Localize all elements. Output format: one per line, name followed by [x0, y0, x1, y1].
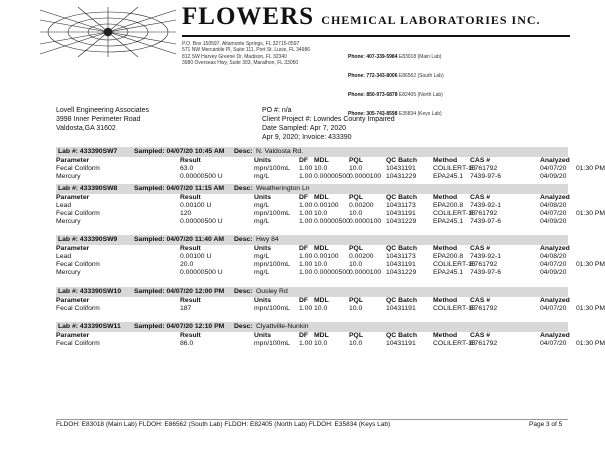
table-cell: COLILERT-18	[433, 340, 476, 347]
footer-licenses: FLDOH: E83018 (Main Lab) FLDOH: E86562 (South Lab) FLDOH: E82405 (North Lab) FLDOH: E35834 (Keys Lab)	[56, 421, 391, 428]
column-header: CAS #	[470, 157, 491, 164]
table-cell: 04/08/20	[540, 202, 567, 209]
table-cell: Lead	[56, 202, 72, 209]
address-line: 812 SW Harvey Greene Dr, Madison, FL 32340	[182, 53, 287, 60]
po-line: PO #: n/a	[262, 107, 292, 114]
table-row	[56, 269, 568, 277]
table-cell: 10.0	[314, 261, 328, 268]
table-cell: 86.0	[180, 340, 194, 347]
lab-number: Lab #: 433390SW10	[58, 288, 122, 295]
column-header: Method	[433, 157, 458, 164]
table-cell: 0.00000500	[314, 269, 350, 276]
brand-sub: CHEMICAL LABORATORIES INC.	[321, 13, 541, 27]
table-cell: 0.00100	[314, 202, 339, 209]
table-cell: mpn/100mL	[254, 340, 290, 347]
table-cell: 1.00	[299, 210, 313, 217]
table-row	[56, 202, 568, 210]
column-header: DF	[299, 332, 309, 339]
column-header: QC Batch	[386, 157, 417, 164]
column-header: Units	[254, 157, 271, 164]
table-cell: 10431191	[386, 305, 416, 312]
lab-number: Lab #: 433390SW8	[58, 185, 118, 192]
lab-number: Lab #: 433390SW11	[58, 323, 121, 330]
table-cell: Mercury	[56, 218, 81, 225]
column-header: DF	[299, 194, 309, 201]
table-cell: E761792	[470, 261, 498, 268]
phone-line: Phone: 305-743-8598 E35834 (Keys Lab)	[348, 111, 442, 118]
client-address	[56, 106, 149, 133]
table-cell: 10.0	[349, 165, 363, 172]
sample-description: Clyattville-Nunkin	[256, 323, 309, 330]
column-header: QC Batch	[386, 297, 417, 304]
brand-main: FLOWERS	[182, 3, 315, 30]
table-cell: 10431229	[386, 218, 417, 225]
table-cell: 04/07/20	[540, 340, 567, 347]
column-header: CAS #	[470, 245, 491, 252]
table-cell: 01:30 PM	[576, 340, 605, 347]
table-cell: mpn/100mL	[254, 165, 290, 172]
project-info	[262, 106, 395, 142]
table-cell: 1.00	[299, 253, 313, 260]
column-header: Parameter	[56, 157, 90, 164]
column-header: Parameter	[56, 297, 90, 304]
po-line: Client Project #: Lowndes County Impaired	[262, 116, 395, 123]
table-cell: 7439-92-1	[470, 202, 501, 209]
table-cell: Lead	[56, 253, 72, 260]
table-cell: 10.0	[349, 210, 363, 217]
table-row	[56, 253, 568, 261]
table-cell: mpn/100mL	[254, 210, 290, 217]
column-header: MDL	[314, 194, 329, 201]
column-header: Method	[433, 297, 458, 304]
table-cell: 0.00000500 U	[180, 218, 223, 225]
table-cell: 0.00000500	[314, 173, 350, 180]
table-cell: 63.0	[180, 165, 194, 172]
table-header	[56, 194, 568, 202]
column-header: QC Batch	[386, 194, 417, 201]
table-row	[56, 173, 568, 181]
column-header: CAS #	[470, 194, 491, 201]
table-cell: 0.0000100	[349, 269, 382, 276]
phone-line: Phone: 850-973-6878 E82405 (North Lab)	[348, 92, 443, 99]
column-header: MDL	[314, 332, 329, 339]
column-header: Units	[254, 332, 271, 339]
column-header: MDL	[314, 297, 329, 304]
table-cell: 10431191	[386, 165, 416, 172]
table-cell: E761792	[470, 340, 498, 347]
table-cell: mg/L	[254, 253, 270, 260]
sample-header-bar	[56, 147, 568, 157]
table-cell: mpn/100mL	[254, 305, 290, 312]
column-header: MDL	[314, 245, 329, 252]
table-cell: 0.00100	[314, 253, 339, 260]
column-header: Result	[180, 332, 201, 339]
table-cell: 04/07/20	[540, 210, 567, 217]
table-cell: 0.00200	[349, 202, 374, 209]
table-cell: E761792	[470, 305, 498, 312]
sample-section	[56, 184, 605, 226]
sample-description: Ousley Rd	[256, 288, 288, 295]
table-cell: Fecal Coliform	[56, 210, 100, 217]
table-cell: COLILERT-18	[433, 210, 476, 217]
column-header: DF	[299, 245, 309, 252]
sample-header-bar	[56, 235, 568, 245]
phone-line: Phone: 772-343-8006 E86562 (South Lab)	[348, 73, 444, 80]
phone-line: Phone: 407-339-5984 E83018 (Main Lab)	[348, 53, 442, 60]
table-cell: E761792	[470, 165, 498, 172]
column-header: MDL	[314, 157, 329, 164]
table-cell: 20.0	[180, 261, 194, 268]
column-header: CAS #	[470, 297, 491, 304]
sample-description: Hwy 84	[256, 236, 279, 243]
table-cell: mg/L	[254, 218, 270, 225]
column-header: PQL	[349, 245, 363, 252]
column-header: Method	[433, 194, 458, 201]
column-header: Result	[180, 157, 201, 164]
sampled-time: Sampled: 04/07/20 11:40 AM	[134, 236, 225, 243]
table-cell: mg/L	[254, 269, 270, 276]
table-cell: 1.00	[299, 305, 313, 312]
sampled-time: Sampled: 04/07/20 10:45 AM	[134, 148, 225, 155]
column-header: Parameter	[56, 332, 90, 339]
table-cell: 1.00	[299, 269, 313, 276]
table-row	[56, 218, 568, 226]
table-cell: 10431173	[386, 253, 416, 260]
table-cell: 10.0	[314, 340, 328, 347]
table-row	[56, 210, 605, 218]
column-header: Method	[433, 245, 458, 252]
desc-label: Desc:	[234, 288, 253, 295]
desc-label: Desc:	[234, 236, 253, 243]
client-line: 3998 Inner Perimeter Road	[56, 116, 141, 123]
table-cell: 7439-92-1	[470, 253, 501, 260]
address-line: 3980 Overseas Hwy, Suite 303, Marathon, FL 33050	[182, 60, 299, 67]
table-cell: 10.0	[314, 210, 328, 217]
table-cell: EPA245.1	[433, 269, 464, 276]
table-cell: mg/L	[254, 202, 270, 209]
table-cell: mg/L	[254, 173, 270, 180]
table-cell: 1.00	[299, 218, 313, 225]
table-cell: 10.0	[349, 261, 363, 268]
table-cell: EPA245.1	[433, 218, 464, 225]
table-cell: 0.0000100	[349, 173, 382, 180]
sample-section	[56, 322, 605, 348]
column-header: PQL	[349, 157, 363, 164]
sample-section	[56, 235, 605, 277]
table-cell: 7439-97-6	[470, 269, 501, 276]
column-header: Analyzed	[540, 157, 570, 164]
table-cell: 0.00000500 U	[180, 173, 223, 180]
table-cell: 04/08/20	[540, 253, 567, 260]
sampled-time: Sampled: 04/07/20 12:00 PM	[134, 288, 225, 295]
table-cell: 10431191	[386, 261, 416, 268]
table-cell: 10431229	[386, 269, 417, 276]
column-header: Parameter	[56, 194, 90, 201]
sample-header-bar	[56, 184, 568, 194]
table-cell: 04/07/20	[540, 165, 567, 172]
table-cell: EPA200.8	[433, 253, 464, 260]
column-header: Units	[254, 245, 271, 252]
table-cell: Fecal Coliform	[56, 261, 100, 268]
table-cell: 7439-97-6	[470, 218, 501, 225]
table-header	[56, 332, 568, 340]
column-header: Units	[254, 297, 271, 304]
table-row	[56, 165, 605, 173]
table-cell: 10.0	[349, 305, 363, 312]
table-cell: 1.00	[299, 340, 313, 347]
column-header: Result	[180, 194, 201, 201]
table-cell: 1.00	[299, 165, 313, 172]
address-line: 571 NW Mercantile Pl, Suite 111, Port St. Lucie, FL 34986	[182, 47, 311, 54]
column-header: QC Batch	[386, 332, 417, 339]
table-cell: Fecal Coliform	[56, 165, 100, 172]
table-cell: 0.00000500	[314, 218, 350, 225]
desc-label: Desc:	[234, 148, 253, 155]
table-cell: 1.00	[299, 202, 313, 209]
table-cell: 10431191	[386, 340, 416, 347]
table-cell: 04/07/20	[540, 261, 567, 268]
table-cell: 0.00100 U	[180, 253, 212, 260]
table-cell: 10431173	[386, 202, 416, 209]
table-cell: 04/09/20	[540, 269, 567, 276]
table-cell: 1.00	[299, 173, 313, 180]
column-header: CAS #	[470, 332, 491, 339]
table-row	[56, 340, 605, 348]
table-cell: mpn/100mL	[254, 261, 290, 268]
company-brand	[182, 3, 541, 31]
table-cell: 187	[180, 305, 192, 312]
table-cell: 0.00200	[349, 253, 374, 260]
table-cell: 7439-97-6	[470, 173, 501, 180]
column-header: PQL	[349, 332, 363, 339]
table-cell: 1.00	[299, 261, 313, 268]
sampled-time: Sampled: 04/07/20 12:10 PM	[134, 323, 225, 330]
po-line: Apr 9, 2020; Invoice: 433390	[262, 134, 352, 141]
table-cell: COLILERT-18	[433, 305, 476, 312]
table-cell: Fecal Coliform	[56, 305, 100, 312]
sample-section	[56, 287, 605, 313]
desc-label: Desc:	[234, 323, 253, 330]
column-header: DF	[299, 297, 309, 304]
column-header: Analyzed	[540, 297, 570, 304]
table-cell: 01:30 PM	[576, 305, 605, 312]
table-header	[56, 245, 568, 253]
table-cell: EPA200.8	[433, 202, 464, 209]
table-cell: 0.0000100	[349, 218, 382, 225]
sample-header-bar	[56, 322, 568, 332]
lab-number: Lab #: 433390SW9	[58, 236, 118, 243]
table-cell: EPA245.1	[433, 173, 464, 180]
table-cell: Mercury	[56, 173, 81, 180]
table-cell: 120	[180, 210, 192, 217]
column-header: Analyzed	[540, 332, 570, 339]
table-row	[56, 305, 605, 313]
table-cell: 0.00100 U	[180, 202, 212, 209]
column-header: Result	[180, 297, 201, 304]
table-cell: 04/09/20	[540, 173, 567, 180]
lab-number: Lab #: 433390SW7	[58, 148, 118, 155]
client-line: Lovell Engineering Associates	[56, 107, 150, 114]
page-number: Page 3 of 5	[529, 421, 563, 428]
column-header: Analyzed	[540, 194, 570, 201]
sample-section	[56, 147, 605, 181]
header-divider	[182, 35, 570, 37]
column-header: PQL	[349, 297, 363, 304]
table-cell: Fecal Coliform	[56, 340, 100, 347]
sample-description: Weatherington Ln	[256, 185, 310, 192]
table-cell: 10.0	[349, 340, 363, 347]
table-cell: COLILERT-18	[433, 261, 476, 268]
table-cell: 10431229	[386, 173, 417, 180]
footer-divider	[56, 419, 568, 420]
sample-description: N. Valdosta Rd.	[256, 148, 304, 155]
column-header: Analyzed	[540, 245, 570, 252]
column-header: Method	[433, 332, 458, 339]
po-line: Date Sampled: Apr 7, 2020	[262, 125, 347, 132]
table-header	[56, 297, 568, 305]
client-line: Valdosta,GA 31602	[56, 125, 116, 132]
column-header: DF	[299, 157, 309, 164]
lab-addresses	[182, 41, 310, 67]
column-header: QC Batch	[386, 245, 417, 252]
address-line: P.O. Box 150597, Altamonte Springs, FL 32715-0597	[182, 41, 300, 47]
sample-header-bar	[56, 287, 568, 297]
table-cell: 01:30 PM	[576, 210, 605, 217]
table-cell: 04/09/20	[540, 218, 567, 225]
table-cell: 04/07/20	[540, 305, 567, 312]
table-cell: 10.0	[314, 165, 328, 172]
table-cell: 01:30 PM	[576, 261, 605, 268]
table-cell: 01:30 PM	[576, 165, 605, 172]
table-cell: 10.0	[314, 305, 328, 312]
table-cell: 10431191	[386, 210, 416, 217]
column-header: Units	[254, 194, 271, 201]
table-cell: 0.00000500 U	[180, 269, 223, 276]
flowers-logo-icon	[38, 6, 178, 58]
column-header: Parameter	[56, 245, 90, 252]
table-cell: E761792	[470, 210, 498, 217]
column-header: PQL	[349, 194, 363, 201]
column-header: Result	[180, 245, 201, 252]
table-row	[56, 261, 605, 269]
table-header	[56, 157, 568, 165]
table-cell: COLILERT-18	[433, 165, 476, 172]
desc-label: Desc:	[234, 185, 253, 192]
table-cell: Mercury	[56, 269, 81, 276]
sampled-time: Sampled: 04/07/20 11:15 AM	[134, 185, 225, 192]
